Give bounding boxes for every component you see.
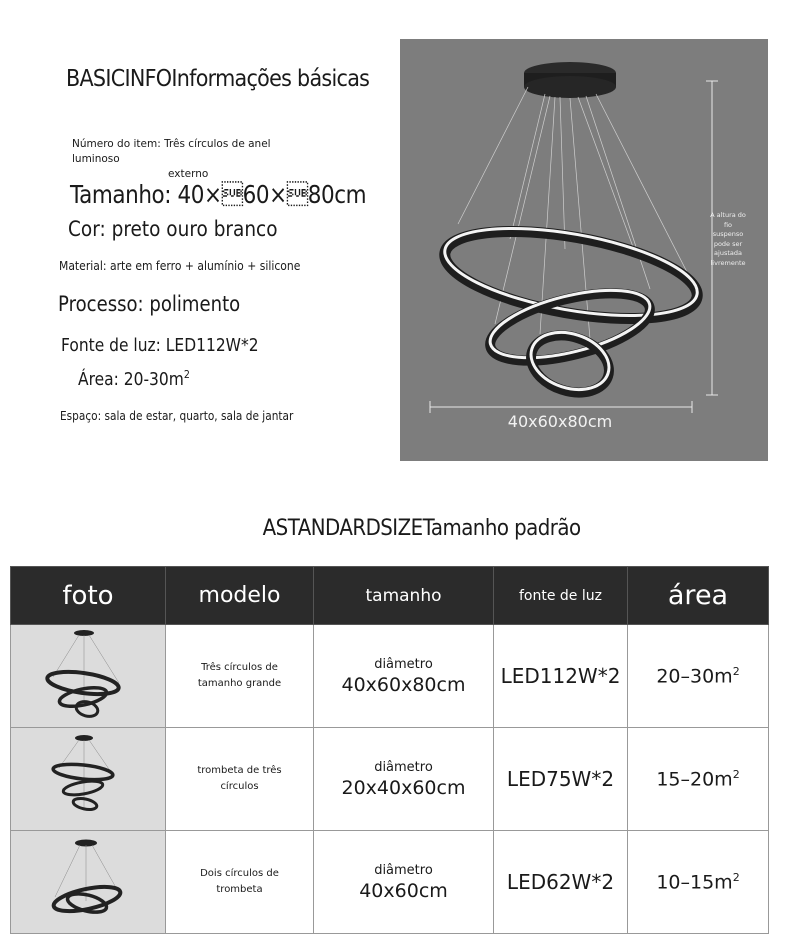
row3-size-value: 40x60cm <box>359 879 448 902</box>
row2-area <box>628 728 769 831</box>
row1-size-value: 40x60x80cm <box>341 673 466 696</box>
canopy-bottom <box>524 76 616 98</box>
header-tamanho: tamanho <box>314 567 494 625</box>
row1-area-sup: 2 <box>732 664 740 678</box>
header-foto: foto <box>11 567 166 625</box>
row1-size <box>314 625 494 728</box>
table-row <box>11 625 769 728</box>
process-spec: Processo: polimento <box>58 292 241 316</box>
row2-model: trombeta de três círculos <box>166 728 314 831</box>
height-note: A altura do fio suspenso pode ser ajustada livremente <box>710 211 746 267</box>
table-header-row <box>11 567 769 625</box>
row3-area-sup: 2 <box>732 870 740 884</box>
space-spec: Espaço: sala de estar, quarto, sala de jantar <box>60 409 294 423</box>
product-photo <box>400 39 768 461</box>
row2-area-sup: 2 <box>732 767 740 781</box>
row2-size <box>314 728 494 831</box>
table-row <box>11 831 769 934</box>
color-spec: Cor: preto ouro branco <box>68 217 278 241</box>
row3-light: LED62W*2 <box>494 831 628 934</box>
row1-light: LED112W*2 <box>494 625 628 728</box>
row1-area <box>628 625 769 728</box>
row3-size-caption: diâmetro <box>374 862 433 878</box>
item-number <box>72 137 312 182</box>
header-fonte-de-luz: fonte de luz <box>494 567 628 625</box>
row2-size-value: 20x40x60cm <box>341 776 466 799</box>
row3-area-text: 10–15m <box>656 871 733 894</box>
material-spec: Material: arte em ferro + alumínio + silicone <box>59 259 301 273</box>
row3-area <box>628 831 769 934</box>
two-ring-trumpet-thumbnail <box>11 831 166 929</box>
row1-size-caption: diâmetro <box>374 656 433 672</box>
header-area: área <box>628 567 769 625</box>
table-row <box>11 728 769 831</box>
dimension-label: 40x60x80cm <box>507 412 613 431</box>
standard-size-title-text: ASTANDARDSIZETamanho padrão <box>263 516 581 541</box>
row3-size <box>314 831 494 934</box>
area-spec-sup: 2 <box>183 368 190 381</box>
row1-photo <box>11 625 166 728</box>
size-spec: Tamanho: 40×60×80cm <box>70 180 367 209</box>
row2-area-text: 15–20m <box>656 768 733 791</box>
item-number-line2: externo <box>168 168 209 180</box>
row3-photo <box>11 831 166 934</box>
area-spec-text: Área: 20-30m <box>78 369 184 390</box>
row3-model: Dois círculos de trombeta <box>166 831 314 934</box>
header-modelo: modelo <box>166 567 314 625</box>
item-number-line1: Número do item: Três círculos de anel luminoso <box>72 138 271 165</box>
row1-model: Três círculos de tamanho grande <box>166 625 314 728</box>
three-ring-trumpet-thumbnail <box>11 728 166 826</box>
standard-size-title <box>0 516 790 541</box>
area-spec <box>78 368 190 390</box>
row2-photo <box>11 728 166 831</box>
row2-light: LED75W*2 <box>494 728 628 831</box>
light-source-spec: Fonte de luz: LED112W*2 <box>61 335 259 356</box>
row1-area-text: 20–30m <box>656 665 733 688</box>
size-table <box>10 566 769 934</box>
three-ring-large-thumbnail <box>11 625 166 723</box>
basic-info-title: BASICINFOInformações básicas <box>66 66 370 92</box>
row2-size-caption: diâmetro <box>374 759 433 775</box>
